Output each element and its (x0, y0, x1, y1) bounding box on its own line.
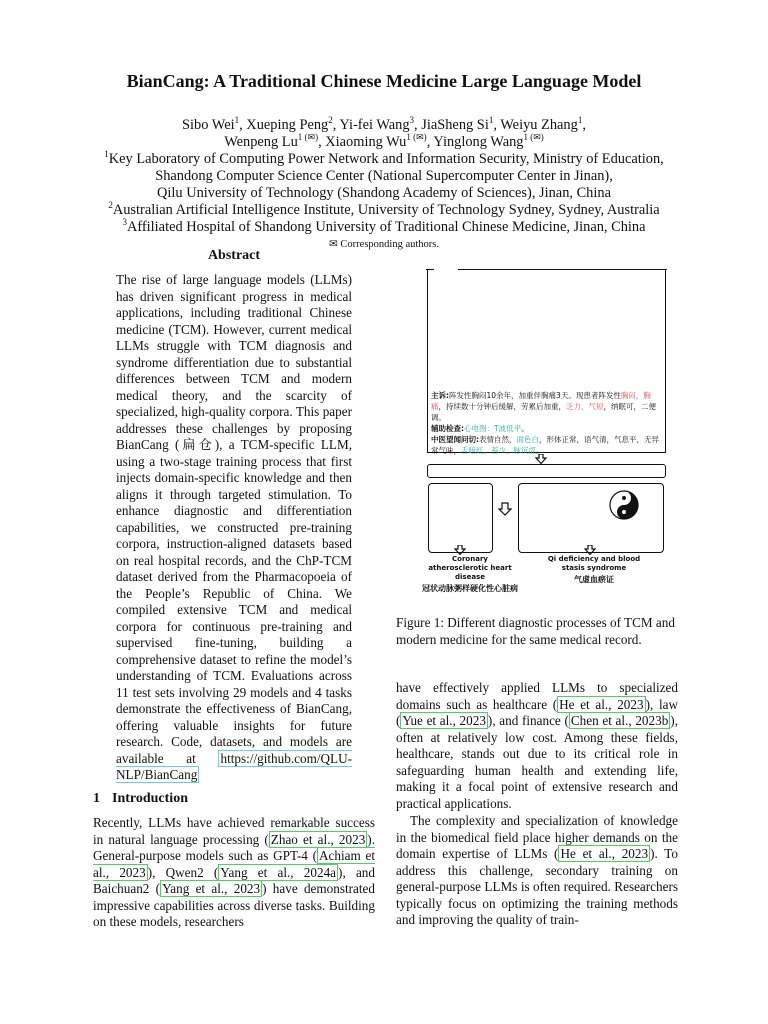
affiliation-line: $^1$Key Laboratory of Computing Power Network and Information Security, Ministry of Education, (104, 149, 664, 167)
arrow-down-icon (584, 545, 596, 555)
diagnosis-label-modern: Coronary atherosclerotic heart disease 冠状动脉粥样硬化性心脏病 (422, 555, 518, 593)
intro-paragraph: Recently, LLMs have achieved remarkable success in natural language processing ( Zhao et al., 2023 ). General-purpose models such as GPT-4 ( Achiam et al., 2023 ), Qwen2 ( Yang et al., 2024a ), and Baichuan2 ( Yang et al., 2023 ) have demonstrated impressive capabilities across diverse tasks. Building on these models, researchers (93, 815, 375, 929)
medical-record-panel (427, 270, 666, 453)
tcm-box (518, 483, 664, 553)
arrow-down-icon (454, 545, 466, 555)
section-number: 1 (93, 791, 100, 806)
section-title: Introduction (112, 791, 188, 806)
author-name: Weiyu Zhang (500, 117, 578, 133)
citation-link[interactable]: He et al., 2023 (559, 696, 644, 712)
modern-medicine-box (428, 483, 493, 553)
abstract-text: The rise of large language models (LLMs) has driven significant progress in medical applications, including traditional Chinese medicine (TCM). However, current medical LLMs struggle with TCM diagnosis and syndrome differentiation due to substantial differences between TCM and modern medical theory, and the scarcity of specialized, high-quality corpora. This paper addresses these challenges by proposing BianCang (扁仓), a TCM-specific LLM, using a two-stage training process that first injects domain-specific knowledge and then aligns it through targeted stimulation. To enhance diagnostic and differentiation capabilities, we constructed pre-training corpora, instruction-aligned datasets based on real hospital records, and the ChP-TCM dataset derived from the Pharmacopoeia of the People’s Republic of China. We compiled extensive TCM and medical corpora for continuous pre-training and supervised fine-tuning, building a comprehensive dataset to refine the model’s understanding of TCM. Evaluations across 11 test sets involving 29 models and 4 tasks demonstrate the effectiveness of BianCang, offering valuable insights for future research. Code, datasets, and models are available at (116, 272, 352, 766)
author-name: Sibo Wei (182, 117, 235, 133)
corresponding-note: ✉ Corresponding authors. (329, 239, 439, 250)
author-list (60, 117, 708, 151)
affiliation-line: $^3$Affiliated Hospital of Shandong University of Traditional Chinese Medicine, Jinan, China (122, 217, 646, 235)
yin-yang-icon (609, 490, 639, 520)
author-line-2: Wenpeng $Lu^{1 (✉)}$, Xiaoming $Wu^{1 (✉)}$, Yinglong Wang$^{1 (✉)}$ (224, 132, 544, 150)
affiliations (60, 151, 708, 236)
citation-link[interactable]: Yue et al., 2023 (402, 713, 486, 728)
right-paragraph-1: have effectively applied LLMs to specialized domains such as healthcare ( He et al., 2023 ), law ( Yue et al., 2023 ), and finance ( Chen et al., 2023b ), often at relatively low cost. Among these fields, healthcare, stands out due to its critical role in safeguarding human health and extending life, making it a focal point of extensive research and practical applications. (396, 680, 678, 811)
affiliation-line: Qilu University of Technology (Shandong Academy of Sciences), Jinan, China (157, 185, 611, 201)
citation-link[interactable]: He et al., 2023 (560, 846, 649, 861)
code-link[interactable]: https://github.com/QLU-NLP/BianCang (116, 750, 352, 782)
paper-title: BianCang: A Traditional Chinese Medicine Large Language Model (126, 71, 642, 91)
citation-link[interactable]: Zhao et al., 2023 (270, 831, 366, 847)
author-name: Yinglong Wang (433, 134, 524, 150)
arrow-right-icon (498, 502, 512, 516)
citation-link[interactable]: Yang et al., 2023 (162, 881, 261, 896)
abstract-heading: Abstract (207, 248, 261, 263)
author-name: Xueping Peng (246, 117, 329, 133)
author-name: Wenpeng Lu (224, 134, 298, 150)
section-heading (93, 791, 188, 807)
abstract-body (116, 272, 352, 784)
author-name: JiaSheng Si (421, 117, 489, 133)
affiliation-line: Shandong Computer Science Center (National Supercomputer Center in Jinan), (155, 168, 613, 184)
arrow-down-icon (535, 454, 547, 464)
author-name: Yi-fei Wang (339, 117, 410, 133)
figure-caption: Figure 1: Different diagnostic processes of TCM and modern medicine for the same medical record. (396, 615, 675, 647)
affiliation-line: $^2$Australian Artificial Intelligence Institute, University of Technology Sydney, Sydney, Australia (108, 200, 660, 218)
citation-link[interactable]: Chen et al., 2023b (570, 713, 669, 728)
citation-link[interactable]: Achiam et al., 2023 (93, 848, 375, 880)
medical-record-text: 主诉:阵发性胸闷10余年，加重伴胸痛3天。现患者阵发性胸闷，胸痛，持续数十分钟后缓解，劳累后加重，乏力，气短，纳眠可，二便调。 辅助检查:心电图：T波低平。 中医望闻问切:表情自然，面色白，形体正常，语气清，气息平，无异常气味，舌暗红，苔少，脉沉涩。 (431, 391, 659, 455)
right-paragraph-2: The complexity and specialization of knowledge in the biomedical field place higher demands on the domain expertise of LLMs ( He et al., 2023 ). To address this challenge, secondary training on general-purpose LLMs is often required. Researchers typically focus on optimizing the training methods and improving the quality of train- (396, 813, 678, 927)
process-bar (427, 464, 666, 478)
citation-link[interactable]: Yang et al., 2024a (220, 864, 337, 880)
author-name: Xiaoming Wu (325, 134, 407, 150)
figure-1 (422, 267, 667, 597)
author-line-1: Sibo Wei$^1$, Xueping Peng$^2$, Yi-fei Wang$^3$, JiaSheng Si$^1$, Weiyu Zhang$^1$, (182, 115, 586, 133)
diagnosis-label-tcm: Qi deficiency and blood stasis syndrome 气虚血瘀证 (547, 555, 641, 584)
